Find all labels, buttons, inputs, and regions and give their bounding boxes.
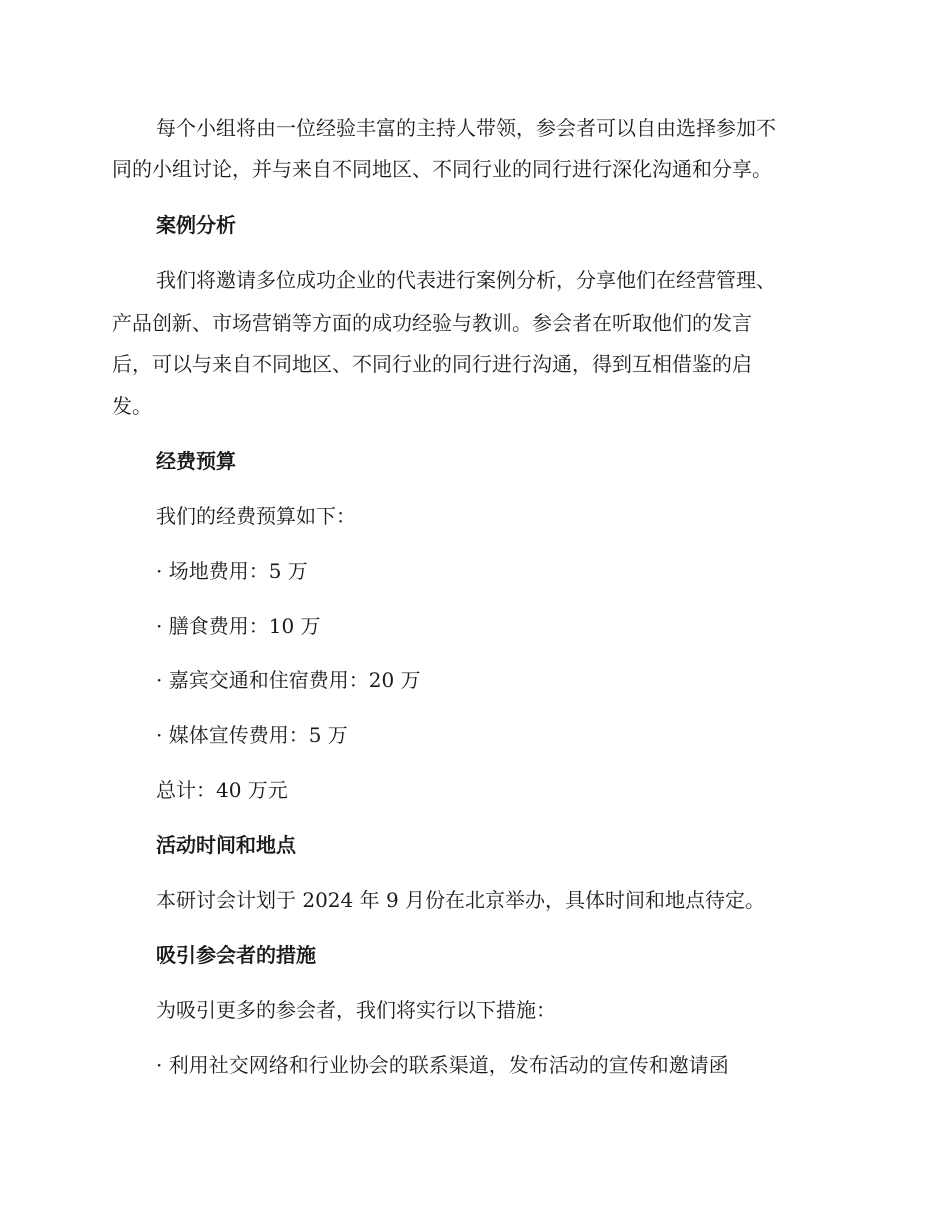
attract-measures-intro: 为吸引更多的参会者，我们将实行以下措施：	[156, 998, 556, 1022]
intro-paragraph-line-1: 每个小组将由一位经验丰富的主持人带领，参会者可以自由选择参加不	[156, 116, 776, 140]
intro-paragraph-line-2: 同的小组讨论，并与来自不同地区、不同行业的同行进行深化沟通和分享。	[112, 157, 772, 181]
budget-heading: 经费预算	[156, 449, 236, 473]
case-analysis-heading: 案例分析	[156, 213, 236, 237]
budget-item-meals: · 膳食费用：10 万	[156, 614, 321, 638]
time-place-text: 本研讨会计划于 2024 年 9 月份在北京举办，具体时间和地点待定。	[156, 888, 766, 912]
budget-intro: 我们的经费预算如下：	[156, 504, 356, 528]
budget-item-media: · 媒体宣传费用：5 万	[156, 723, 348, 747]
case-analysis-line-2: 产品创新、市场营销等方面的成功经验与教训。参会者在听取他们的发言	[112, 311, 752, 335]
case-analysis-line-1: 我们将邀请多位成功企业的代表进行案例分析，分享他们在经营管理、	[156, 268, 776, 292]
case-analysis-line-3: 后，可以与来自不同地区、不同行业的同行进行沟通，得到互相借鉴的启	[112, 352, 752, 376]
case-analysis-line-4: 发。	[112, 394, 152, 418]
attract-measures-item-1: · 利用社交网络和行业协会的联系渠道，发布活动的宣传和邀请函	[156, 1053, 729, 1077]
attract-measures-heading: 吸引参会者的措施	[156, 943, 316, 967]
budget-item-venue: · 场地费用：5 万	[156, 559, 308, 583]
time-place-heading: 活动时间和地点	[156, 833, 296, 857]
budget-item-travel: · 嘉宾交通和住宿费用：20 万	[156, 668, 421, 692]
budget-total: 总计：40 万元	[156, 778, 288, 802]
